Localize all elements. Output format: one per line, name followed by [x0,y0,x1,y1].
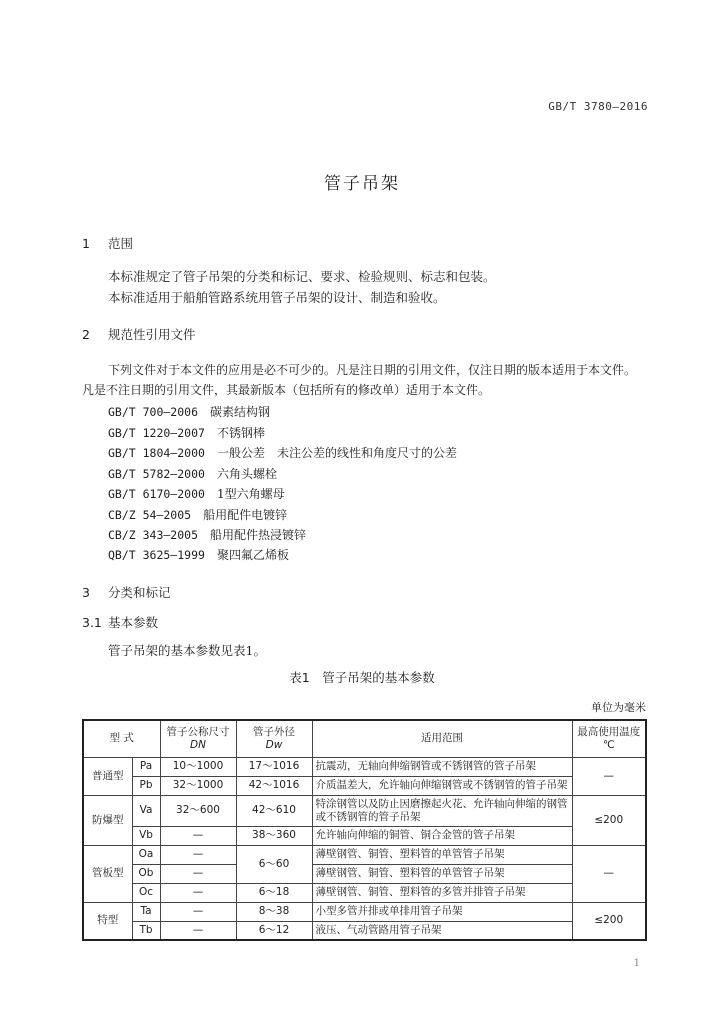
scope-cell: 介质温差大，允许轴向伸缩钢管或不锈钢管的管子吊架 [312,776,572,795]
section-number: 1 [82,236,90,251]
temp-cell: ≤200 [572,795,646,845]
dn-cell: 32～1000 [160,776,236,795]
reference-title: 不锈钢棒 [216,426,265,440]
dn-cell: — [160,845,236,864]
table-row [83,883,646,902]
references-intro-line-1: 下列文件对于本文件的应用是必不可少的。凡是注日期的引用文件，仅注日期的版本适用于本文件。 [108,363,637,377]
dn-cell: 10～1000 [160,757,236,776]
document-code: GB/T 3780—2016 [548,100,648,113]
temp-cell: — [572,757,646,795]
reference-code: GB/T 1220—2007 [108,426,205,440]
reference-code: GB/T 1804—2000 [108,446,205,460]
header-max-temp-unit: ℃ [602,738,615,751]
reference-title: 聚四氟乙烯板 [216,548,289,562]
section-number: 3.1 [82,615,102,630]
dn-cell: — [160,826,236,845]
table-row [83,757,646,776]
section-title: 范围 [108,236,134,251]
group-name-cell: 普通型 [83,757,132,795]
page-title: 管子吊架 [324,174,400,194]
reference-title: 碳素结构钢 [210,405,271,419]
header-outer-diameter-label: 管子外径 [253,725,295,738]
scope-cell: 特涂钢管以及防止因磨擦起火花、允许轴向伸缩的钢管或不锈钢管的管子吊架 [312,795,572,826]
section-title: 基本参数 [108,615,159,630]
dn-cell: — [160,902,236,921]
table-unit: 单位为毫米 [591,701,646,714]
reference-code: GB/T 6170—2000 [108,487,205,501]
table-row [83,864,646,883]
code-cell: Ob [132,864,160,883]
header-type: 型 式 [83,720,160,757]
section-title: 规范性引用文件 [108,327,196,342]
table-header-row [83,720,646,757]
header-scope: 适用范围 [312,720,572,757]
scope-cell: 抗震动，无轴向伸缩钢管或不锈钢管的管子吊架 [312,757,572,776]
group-name-cell: 防爆型 [83,795,132,845]
dn-cell: — [160,921,236,940]
reference-item [108,506,287,523]
scope-cell: 薄壁钢管、铜管、塑料管的多管并排管子吊架 [312,883,572,902]
header-max-temp [572,720,646,757]
reference-item [108,465,277,482]
code-cell: Ta [132,902,160,921]
scope-cell: 液压、气动管路用管子吊架 [312,921,572,940]
table-row [83,776,646,795]
reference-title: 1型六角螺母 [216,487,285,501]
reference-item [108,485,285,502]
reference-code: GB/T 700—2006 [108,405,199,419]
section-number: 2 [82,327,90,342]
header-max-temp-label: 最高使用温度 [577,725,641,738]
dw-cell: 42～1016 [236,776,312,795]
code-cell: Pa [132,757,160,776]
scope-cell: 小型多管并排或单排用管子吊架 [312,902,572,921]
section-3-1-heading [82,613,158,631]
section-title: 分类和标记 [108,585,171,600]
references-intro-line-2: 凡是不注日期的引用文件，其最新版本（包括所有的修改单）适用于本文件。 [82,383,491,397]
table-row [83,795,646,826]
dw-cell: 6～12 [236,921,312,940]
temp-cell: ≤200 [572,902,646,940]
section-3-heading [82,583,171,601]
header-nominal-size-label: 管子公称尺寸 [166,725,230,738]
reference-title: 一般公差 未注公差的线性和角度尺寸的公差 [216,446,457,460]
section-1-heading [82,234,133,252]
table-row [83,921,646,940]
code-cell: Oc [132,883,160,902]
dn-cell: 32～600 [160,795,236,826]
reference-title: 六角头螺栓 [216,467,277,481]
header-nominal-size [160,720,236,757]
scope-paragraph-2: 本标准适用于船舶管路系统用管子吊架的设计、制造和验收。 [108,290,446,305]
group-name-cell: 特型 [83,902,132,940]
code-cell: Oa [132,845,160,864]
section-number: 3 [82,585,90,600]
dw-cell: 6～60 [236,845,312,883]
reference-item [108,444,457,461]
reference-code: GB/T 5782—2000 [108,467,205,481]
dn-cell: — [160,883,236,902]
dw-cell: 8～38 [236,902,312,921]
reference-item [108,403,270,420]
code-cell: Vb [132,826,160,845]
table-row [83,826,646,845]
scope-cell: 薄壁钢管、铜管、塑料管的单管管子吊架 [312,864,572,883]
reference-title: 船用配件电镀锌 [203,508,288,522]
section-2-heading [82,325,196,343]
code-cell: Tb [132,921,160,940]
dw-cell: 42～610 [236,795,312,826]
code-cell: Pb [132,776,160,795]
page-number: 1 [633,958,640,969]
table-caption: 表1 管子吊架的基本参数 [289,670,435,685]
table-row [83,902,646,921]
group-name-cell: 管板型 [83,845,132,902]
scope-cell: 薄壁钢管、铜管、塑料管的单管管子吊架 [312,845,572,864]
scope-cell: 允许轴向伸缩的铜管、铜合金管的管子吊架 [312,826,572,845]
reference-item [108,546,289,563]
dw-cell: 38～360 [236,826,312,845]
header-nominal-size-symbol: DN [190,738,206,751]
basic-parameters-text: 管子吊架的基本参数见表1。 [108,643,266,658]
reference-code: QB/T 3625—1999 [108,548,205,562]
reference-code: CB/Z 54—2005 [108,508,192,522]
table-row [83,845,646,864]
reference-item [108,424,265,441]
dw-cell: 6～18 [236,883,312,902]
code-cell: Va [132,795,160,826]
temp-cell: — [572,845,646,902]
dn-cell: — [160,864,236,883]
scope-paragraph-1: 本标准规定了管子吊架的分类和标记、要求、检验规则、标志和包装。 [108,269,496,284]
reference-code: CB/Z 343—2005 [108,528,199,542]
reference-item [108,526,306,543]
parameters-table [82,719,647,941]
dw-cell: 17～1016 [236,757,312,776]
reference-title: 船用配件热浸镀锌 [210,528,307,542]
header-outer-diameter-symbol: Dw [265,738,283,751]
header-outer-diameter [236,720,312,757]
